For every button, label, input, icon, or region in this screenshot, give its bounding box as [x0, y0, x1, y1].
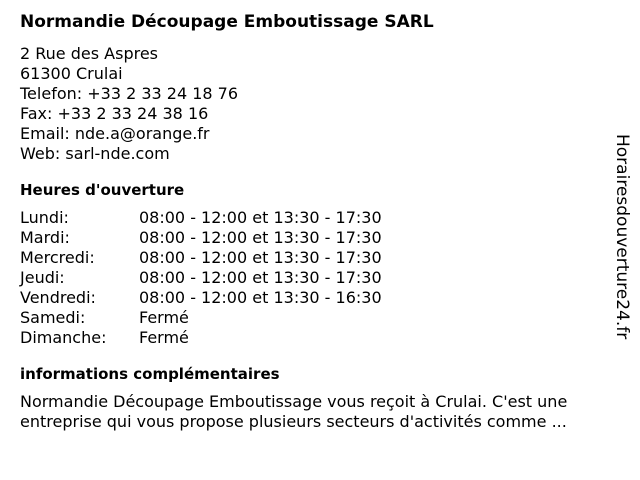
- day-label: Mercredi:: [20, 248, 95, 267]
- hours-row-saturday: [20, 308, 610, 328]
- time-range: 08:00 - 12:00 et 13:30 - 17:30: [139, 268, 382, 287]
- time-range: Fermé: [139, 328, 189, 347]
- description-line: Normandie Découpage Emboutissage vous reçoit à Crulai. C'est une: [20, 392, 568, 411]
- opening-hours-heading: Heures d'ouverture: [20, 181, 185, 199]
- time-range: 08:00 - 12:00 et 13:30 - 17:30: [139, 228, 382, 247]
- time-range: Fermé: [139, 308, 189, 327]
- day-label: Samedi:: [20, 308, 86, 327]
- email-address: Email: nde.a@orange.fr: [20, 124, 210, 143]
- site-watermark: [610, 134, 636, 344]
- time-range: 08:00 - 12:00 et 13:30 - 17:30: [139, 208, 382, 227]
- day-label: Jeudi:: [20, 268, 65, 287]
- city-postcode: 61300 Crulai: [20, 64, 123, 83]
- website: Web: sarl-nde.com: [20, 144, 170, 163]
- description-line: entreprise qui vous propose plusieurs secteurs d'activités comme ...: [20, 412, 567, 431]
- hours-row-friday: [20, 288, 610, 308]
- additional-info-heading: informations complémentaires: [20, 365, 280, 383]
- day-label: Lundi:: [20, 208, 69, 227]
- description-text: [20, 392, 610, 432]
- hours-row-tuesday: [20, 228, 610, 248]
- day-label: Dimanche:: [20, 328, 107, 347]
- fax-number: Fax: +33 2 33 24 38 16: [20, 104, 209, 123]
- business-card: [20, 10, 610, 432]
- time-range: 08:00 - 12:00 et 13:30 - 16:30: [139, 288, 382, 307]
- time-range: 08:00 - 12:00 et 13:30 - 17:30: [139, 248, 382, 267]
- hours-row-thursday: [20, 268, 610, 288]
- day-label: Mardi:: [20, 228, 70, 247]
- hours-row-wednesday: [20, 248, 610, 268]
- contact-block: [20, 44, 610, 164]
- day-label: Vendredi:: [20, 288, 96, 307]
- watermark-text: Horairesdouverture24.fr: [612, 134, 632, 340]
- opening-hours-table: [20, 208, 610, 348]
- street-address: 2 Rue des Aspres: [20, 44, 158, 63]
- hours-row-sunday: [20, 328, 610, 348]
- hours-row-monday: [20, 208, 610, 228]
- company-name: Normandie Découpage Emboutissage SARL: [20, 12, 434, 32]
- phone-number: Telefon: +33 2 33 24 18 76: [20, 84, 239, 103]
